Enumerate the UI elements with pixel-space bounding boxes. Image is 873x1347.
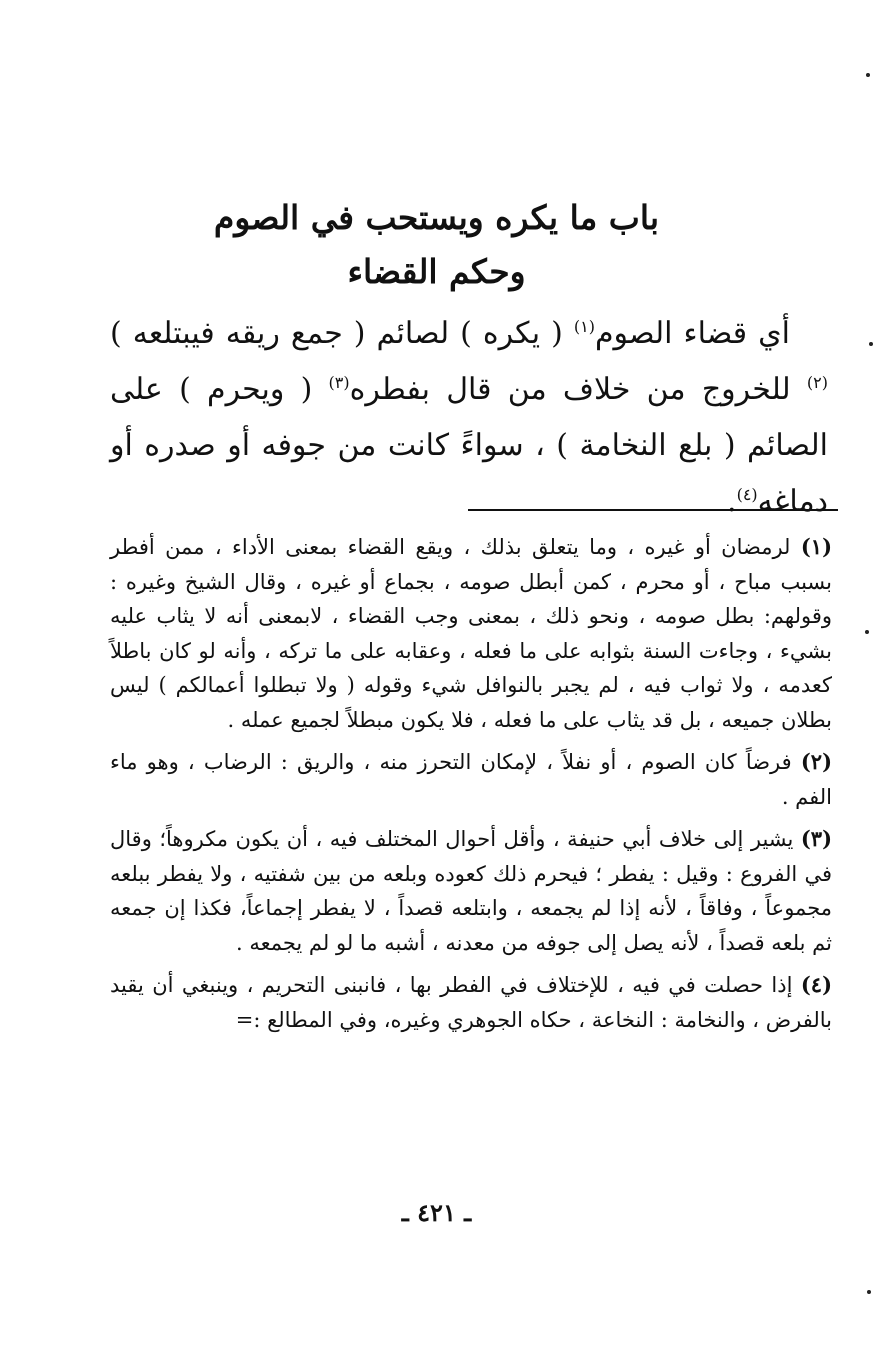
page-number: ـ ٤٢١ ـ xyxy=(401,1198,472,1227)
main-paragraph xyxy=(110,306,828,530)
main-text-segment: . xyxy=(727,484,737,519)
footnote-number: (١) xyxy=(800,534,832,559)
footnotes xyxy=(110,530,832,1045)
scan-speck xyxy=(865,630,869,634)
footnote-text: يشير إلى خلاف أبي حنيفة ، وأقل أحوال المختلف فيه ، أن يكون مكروهاً؛ وقال في الفروع : وقيل : يفطر ؛ فيحرم ذلك كعوده وبلعه من بين شفتيه ، ولا يفطر ببلعه مجموعاً ، وفاقاً ، لأنه إذا لم يجمعه ، وابتلعه قصداً ، لا يفطر إجماعاً، فكذا إن جمعه ثم بلعه قصداً ، لأنه يصل إلى جوفه من معدنه ، أشبه ما لو لم يجمعه . xyxy=(110,827,832,955)
footnote-ref-3: (٣) xyxy=(328,373,350,392)
chapter-subtitle: وحكم القضاء xyxy=(347,252,526,291)
footnote-separator xyxy=(468,509,838,511)
footnote-3 xyxy=(110,822,832,960)
footnote-4 xyxy=(110,968,832,1037)
main-text-segment: ( يكره ) لصائم ( جمع ريقه فيبتلعه ) xyxy=(110,316,574,351)
main-text-segment: ( ويحرم ) على الصائم ( بلع النخامة ) ، سواءً كانت من جوفه أو صدره أو دماغه xyxy=(110,372,828,519)
main-text-segment: أي قضاء الصوم xyxy=(594,316,790,351)
footnote-text: لرمضان أو غيره ، وما يتعلق بذلك ، ويقع القضاء بمعنى الأداء ، ممن أفطر بسبب مباح ، أو محرم ، كمن أبطل صومه ، بجماع أو غيره ، وقال الشيخ وغيره : وقولهم: بطل صومه ، ونحو ذلك ، بمعنى وجب القضاء ، لابمعنى أنه لا يثاب عليه بشيء ، وجاءت السنة بثوابه على ما فعله ، وعقابه على ما تركه ، وأنه لو كان باطلاً كعدمه ، ولا ثواب فيه ، لم يجبر بالنوافل شيء وقوله ( ولا تبطلوا أعمالكم ) ليس بطلان جميعه ، بل قد يثاب على ما فعله ، فلا يكون مبطلاً لجميع عمله . xyxy=(110,535,832,732)
footnote-ref-4: (٤) xyxy=(736,485,758,504)
footnote-1 xyxy=(110,530,832,737)
footnote-number: (٣) xyxy=(800,826,832,851)
footnote-number: (٤) xyxy=(800,972,832,997)
scan-speck xyxy=(867,1290,871,1294)
main-text-segment: للخروج من خلاف من قال بفطره xyxy=(349,372,807,407)
footnote-text: إذا حصلت في فيه ، للإختلاف في الفطر بها ، فانبنى التحريم ، وينبغي أن يقيد بالفرض ، والنخامة : النخاعة ، حكاه الجوهري وغيره، وفي المطالع := xyxy=(110,973,832,1032)
footnote-ref-1: (١) xyxy=(573,317,595,336)
scan-speck xyxy=(869,342,873,346)
chapter-title: باب ما يكره ويستحب في الصوم xyxy=(213,198,660,237)
footnote-ref-2: (٢) xyxy=(806,373,828,392)
footnote-text: فرضاً كان الصوم ، أو نفلاً ، لإمكان التحرز منه ، والريق : الرضاب ، وهو ماء الفم . xyxy=(110,750,832,809)
footnote-number: (٢) xyxy=(800,749,832,774)
scan-speck xyxy=(866,73,870,77)
footnote-2 xyxy=(110,745,832,814)
main-text xyxy=(110,306,828,530)
